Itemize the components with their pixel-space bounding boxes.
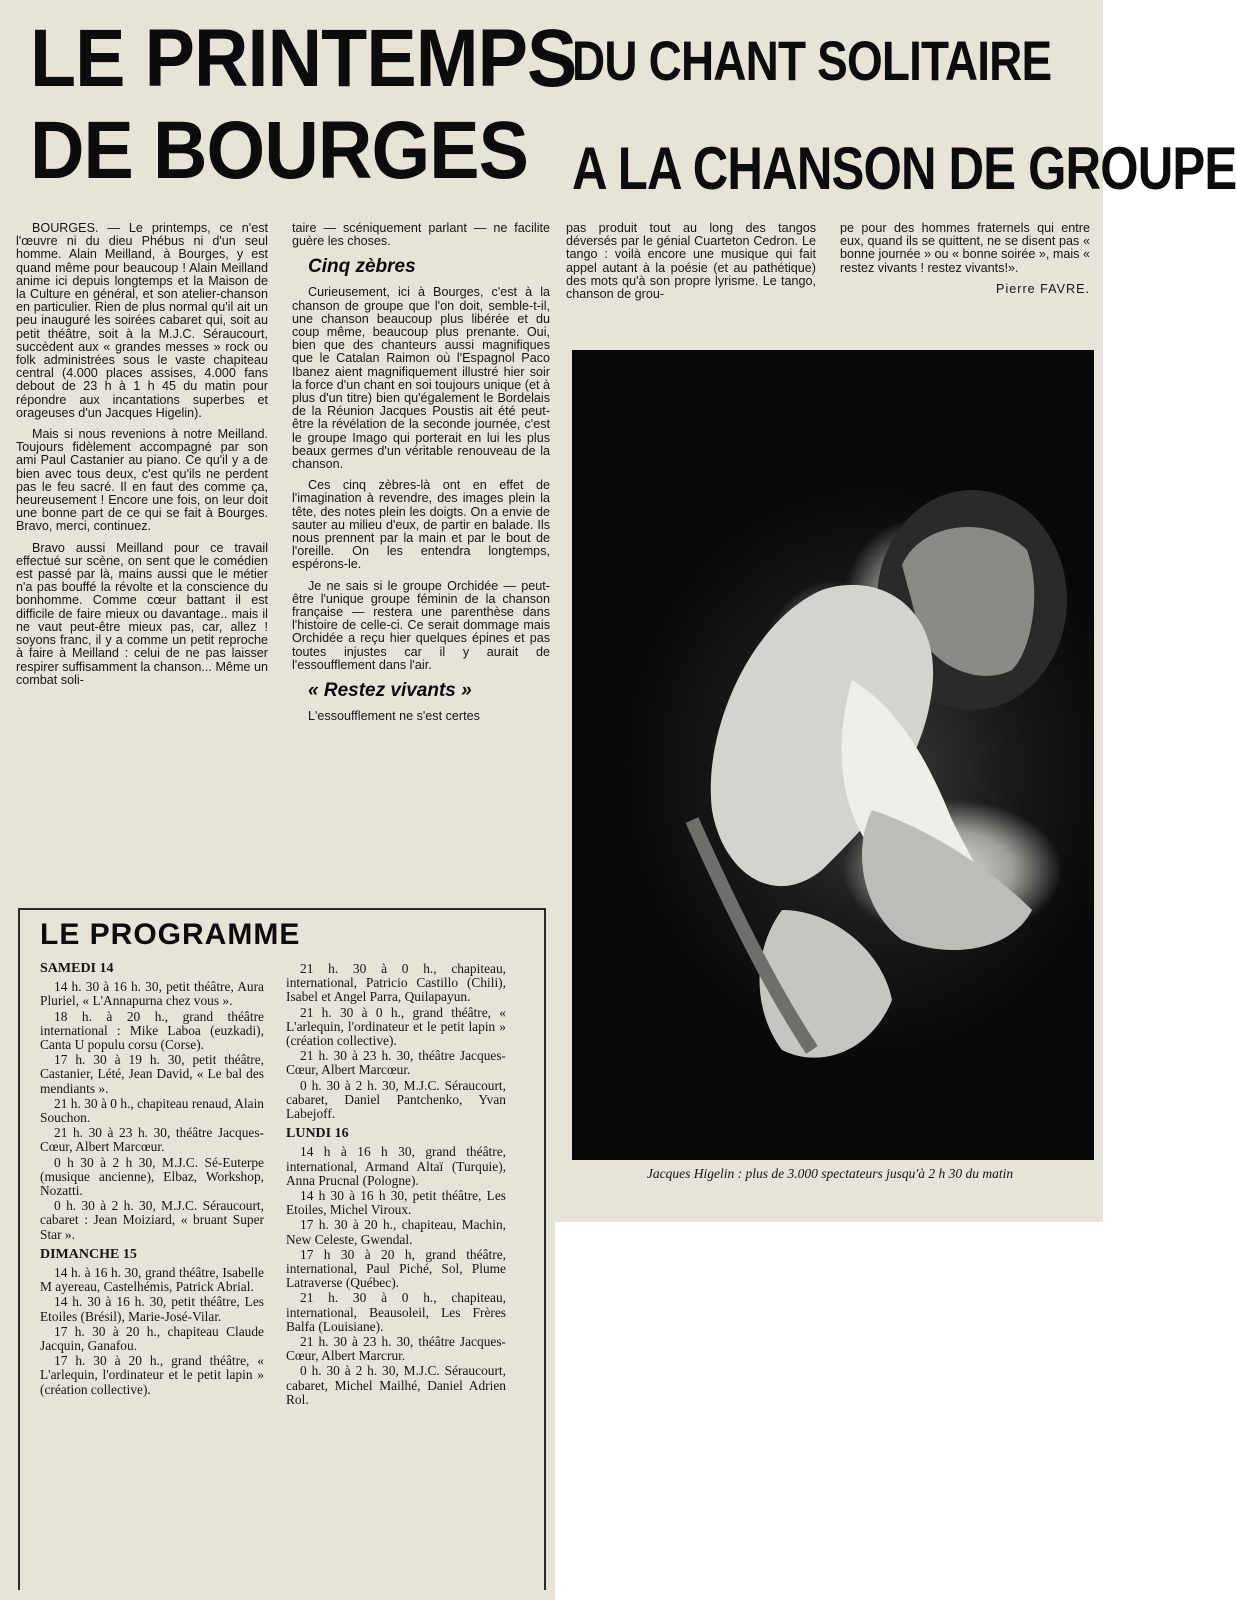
article-column-1 [16, 222, 268, 695]
programme-entry: 21 h. 30 à 23 h. 30, théâtre Jacques-Cœur, Albert Marcrur. [286, 1334, 506, 1364]
article-paragraph: L'essoufflement ne s'est certes [308, 709, 480, 724]
article-paragraph: taire — scéniquement parlant — ne facilite guère les choses. [292, 221, 550, 249]
programme-entry: 21 h. 30 à 23 h. 30, théâtre Jacques-Cœur, Albert Marcœur. [286, 1048, 506, 1078]
programme-entry: 17 h. 30 à 19 h. 30, petit théâtre, Castanier, Lété, Jean David, « Le bal des mendiants ». [40, 1052, 264, 1096]
subheadline-line-1: DU CHANT SOLITAIRE [572, 29, 1052, 92]
article-column-3 [566, 222, 816, 309]
programme-title: LE PROGRAMME [40, 918, 301, 951]
programme-column-left [40, 962, 264, 1398]
article-paragraph: Ces cinq zèbres-là ont en effet de l'imagination à revendre, des images plein la tête, des notes plein les doigts. On a envie de sauter au milieu d'eux, de partir en balade. Ils nous prennent par la main et par le bout de l'oreille. On les entendra longtemps, espérons-le. [292, 478, 550, 572]
programme-entry: 18 h. à 20 h., grand théâtre international : Mike Laboa (euzkadi), Canta U populu corsu (Corse). [40, 1008, 264, 1053]
article-column-4 [840, 222, 1090, 304]
article-paragraph: pe pour des hommes fraternels qui entre eux, quand ils se quittent, ne se disent pas « bonne journée » ou « bonne soirée », mais « restez vivants ! restez vivants!». [840, 221, 1090, 275]
headline-line-2: DE BOURGES [30, 105, 529, 196]
article-paragraph: pas produit tout au long des tangos déversés par le génial Cuarteton Cedron. Le tango : voilà encore une musique qui fait appel autant à la poésie (et au pathétique) des mots qu'à son propre lyrisme. Le tango, chanson de grou- [566, 221, 816, 302]
article-signature: Pierre FAVRE. [996, 281, 1090, 296]
programme-entry: 0 h 30 à 2 h 30, M.J.C. Sé-Euterpe (musique ancienne), Elbaz, Workshop, Nozatti. [40, 1154, 264, 1199]
subheadline-line-2: A LA CHANSON DE GROUPE [572, 135, 1236, 202]
day-heading-samedi: SAMEDI 14 [40, 961, 114, 976]
day-heading-dimanche: DIMANCHE 15 [40, 1246, 137, 1262]
article-paragraph: Mais si nous revenions à notre Meilland. Toujours fidèlement accompagné par son ami Paul Castanier au piano. Ce qu'il y a de bien avec tous deux, c'est qu'ils ne perdent pas le feu sacré. Il en faut des comme ça, heureusement ! Encore une fois, on leur doit une bonne part de ce qui se fait à Bourges. Bravo, merci, continuez. [16, 427, 268, 534]
programme-entry: 14 h. à 16 h. 30, grand théâtre, Isabelle M ayereau, Castelhémis, Patrick Abrial. [40, 1265, 264, 1295]
programme-entry: 14 h 30 à 16 h 30, petit théâtre, Les Etoiles, Michel Viroux. [286, 1188, 506, 1218]
photo-caption: Jacques Higelin : plus de 3.000 spectateurs jusqu'à 2 h 30 du matin [646, 1166, 1014, 1181]
programme-entry: 0 h. 30 à 2 h. 30, M.J.C. Séraucourt, cabaret, Daniel Pantchenko, Yvan Labejoff. [286, 1077, 506, 1122]
programme-column-right [286, 962, 506, 1408]
programme-entry: 21 h. 30 à 23 h. 30, théâtre Jacques-Cœur, Albert Marcœur. [40, 1125, 264, 1155]
section-heading-restez-vivants: « Restez vivants » [308, 680, 472, 702]
programme-entry: 21 h. 30 à 0 h., grand théâtre, « L'arlequin, l'ordinateur et le petit lapin » (création collective). [286, 1004, 506, 1049]
programme-entry: 21 h. 30 à 0 h., chapiteau renaud, Alain Souchon. [40, 1095, 264, 1126]
programme-entry: 17 h. 30 à 20 h., chapiteau Claude Jacquin, Ganafou. [40, 1323, 264, 1354]
article-paragraph: BOURGES. — Le printemps, ce n'est l'œuvre ni du dieu Phébus ni d'un seul homme. Alain Meilland, à Bourges, y est quand même pour beaucoup ! Alain Meilland anime ici depuis longtemps et la Maison de la Culture en général, et son atelier-chanson en particulier. Rien de plus normal qu'il ait un peu inauguré les soirées cabaret qui, soit au petit théâtre, soit à la M.J.C. Séraucourt, succèdent aux « grandes messes » rock ou folk administrées sous le vaste chapiteau central (4.000 places assises, 4.000 fans debout de 23 h à 1 h 45 du matin pour répondre aux incantations superbes et orageuses d'un Jacques Higelin). [16, 221, 268, 420]
headline-line-1: LE PRINTEMPS [30, 13, 577, 104]
programme-entry: 21 h. 30 à 0 h., chapiteau, international, Beausoleil, Les Frères Balfa (Louisiane). [286, 1290, 506, 1334]
programme-entry: 17 h. 30 à 20 h., chapiteau, Machin, New Celeste, Gwendal. [286, 1217, 506, 1247]
programme-entry: 0 h. 30 à 2 h. 30, M.J.C. Séraucourt, cabaret, Michel Mailhé, Daniel Adrien Rol. [286, 1363, 506, 1407]
programme-entry: 14 h. 30 à 16 h. 30, petit théâtre, Aura Pluriel, « L'Annapurna chez vous ». [40, 979, 264, 1009]
programme-entry: 14 h à 16 h 30, grand théâtre, international, Armand Altaï (Turquie), Anna Prucnal (Pologne). [286, 1144, 506, 1188]
performer-silhouette [572, 350, 1094, 1160]
programme-entry: 17 h. 30 à 20 h., grand théâtre, « L'arlequin, l'ordinateur et le petit lapin » (création collective). [40, 1353, 264, 1397]
article-paragraph: Curieusement, ici à Bourges, c'est à la chanson de groupe que l'on doit, semble-t-il, une chanson beaucoup plus libérée et du coup même, beaucoup plus prenante. Oui, bien que des chanteurs aussi magnifiques que le Catalan Raimon où l'Espagnol Paco Ibanez aient magnifiquement illustré hier soir la force d'un chant en soi toujours unique (et à plus d'un titre) bien qu'également le Bordelais de la Réunion Jacques Poustis ait été peut-être la révélation de la seconde journée, c'est le groupe Imago qui porterait en lui les plus beaux germes d'un véritable renouveau de la chanson. [292, 285, 550, 472]
article-paragraph: Je ne sais si le groupe Orchidée — peut-être l'unique groupe féminin de la chanson française — restera une parenthèse dans l'histoire de celle-ci. Ce serait dommage mais Orchidée a reçu hier quelques épines et pas toutes injustes car il y aurait de l'essoufflement dans l'air. [292, 578, 550, 672]
concert-photo [572, 350, 1094, 1160]
programme-entry: 17 h 30 à 20 h, grand théâtre, international, Paul Piché, Sol, Plume Latraverse (Québec). [286, 1246, 506, 1291]
programme-entry: 14 h. 30 à 16 h. 30, petit théâtre, Les Etoiles (Brésil), Marie-José-Vilar. [40, 1294, 264, 1324]
article-column-2 [292, 222, 550, 731]
section-heading-cinq-zebres: Cinq zèbres [308, 256, 416, 278]
programme-entry: 21 h. 30 à 0 h., chapiteau, international, Patricio Castillo (Chili), Isabel et Angel Parra, Quilapayun. [286, 961, 506, 1005]
programme-entry: 0 h. 30 à 2 h. 30, M.J.C. Séraucourt, cabaret : Jean Moiziard, « bruant Super Star ». [40, 1198, 264, 1242]
article-paragraph: Bravo aussi Meilland pour ce travail effectué sur scène, on sent que le comédien est passé par là, mains aussi que le métier n'a pas bouffé la révolte et la conscience du bonhomme. Comme cœur battant il est difficile de faire mieux ou davantage.. mais il ne vaut peut-être mieux pas, car, allez ! soyons franc, il y a comme un petit reproche à faire à Meilland : celui de ne pas laisser respirer suffisamment la chanson... Même un combat soli- [16, 540, 268, 687]
day-heading-lundi: LUNDI 16 [286, 1126, 349, 1142]
